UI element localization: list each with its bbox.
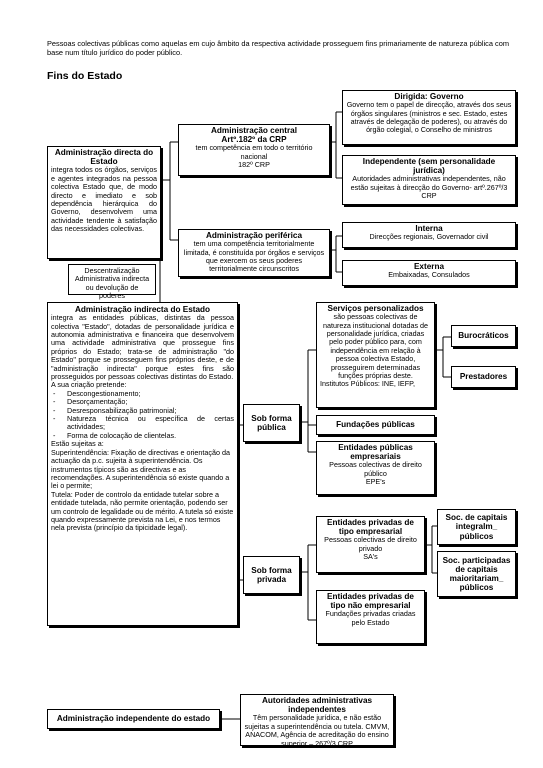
adm-central-text: tem competência em todo o território nacional <box>195 143 313 161</box>
dirigida-text: Governo tem o papel de direcção, através dos seus órgãos singulares (ministros e sec. Estado, estes através de delegação de poderes), ou através do órgão colegial, o Conselho de ministros <box>346 100 512 135</box>
independente-text: Autoridades administrativas independentes, não estão sujeitas à direcção do Governo- artº.267º/3 CRP <box>350 174 508 201</box>
interna-title: Interna <box>415 224 443 233</box>
criacao-list <box>51 390 234 440</box>
entidades-publicas-title: Entidades públicas empresariais <box>338 443 413 462</box>
list-item: - Descongestionamento; <box>59 390 234 398</box>
adm-central-box <box>178 124 330 176</box>
adm-indirecta-box <box>47 302 238 626</box>
descentralizacao-box: Descentralização Administrativa indirecta ou devolução de poderes <box>68 264 156 295</box>
servicos-examples: Institutos Públicos: INE, IEFP, <box>320 379 415 389</box>
privadas-nao-empresarial-box <box>316 590 425 644</box>
interna-box <box>342 222 516 248</box>
externa-text: Embaixadas, Consulados <box>388 270 470 280</box>
sob-privada-label: Sob forma privada <box>251 565 292 584</box>
fundacoes-box <box>316 415 435 435</box>
tutela-text: Tutela: Poder de controlo da entidade tutelar sobre a entidade tutelada, não permite orientação, podendo ser um controlo de legalidade ou de mérito. A tutela só existe quando expressamente prevista na Lei, e nos termos nela prevista (princípio da tipicidade legal). <box>51 489 234 533</box>
autoridades-box <box>240 694 394 746</box>
superintendencia-text: Superintendência: Fixação de directivas e orientação da actuação da p.c. sujeita à superintendência. Os instrumentos típicos são as directivas e as recomendações. A superintendência só existe quando a lei o permite; <box>51 447 230 491</box>
interna-text: Direcções regionais, Governador civil <box>369 232 489 242</box>
adm-independente-box <box>47 709 220 729</box>
adm-periferica-title: Administração periférica <box>205 231 302 240</box>
servicos-box <box>316 302 435 408</box>
adm-central-ref: 182º CRP <box>238 160 270 170</box>
soc-capitais-box <box>437 509 516 545</box>
fundacoes-label: Fundações públicas <box>336 420 415 430</box>
privadas-nao-empresarial-title: Entidades privadas de tipo não empresarial <box>327 592 414 611</box>
list-item: - Natureza técnica ou específica de certas actividades; <box>59 415 234 432</box>
privadas-empresarial-title: Entidades privadas de tipo empresarial <box>327 518 414 537</box>
dirigida-title: Dirigida: Governo <box>394 92 464 101</box>
adm-independente-label: Administração independente do estado <box>56 714 211 724</box>
entidades-publicas-text: Pessoas colectivas de direito público <box>329 460 422 478</box>
sob-publica-label: Sob forma pública <box>251 413 292 432</box>
adm-central-title: Administração central <box>211 126 297 135</box>
list-item: - Forma de colocação de clientelas. <box>59 432 234 440</box>
list-item: - Desresponsabilização patrimonial; <box>59 407 234 415</box>
servicos-title: Serviços personalizados <box>327 304 424 313</box>
prestadores-box <box>451 366 516 388</box>
burocraticos-box <box>451 325 516 347</box>
criacao-label: A sua criação pretende: <box>51 380 127 390</box>
externa-box <box>342 260 516 286</box>
list-item: - Desorçamentação; <box>59 398 234 406</box>
sob-publica-box <box>243 404 300 442</box>
adm-central-subtitle: Artº.182º da CRP <box>221 135 287 145</box>
externa-title: Externa <box>413 262 445 271</box>
adm-periferica-text: tem uma competência territorialmente limitada, é constituída por órgãos e serviços que exercem os seus poderes territorialmente circunscritos <box>183 239 325 274</box>
autoridades-text: Têm personalidade jurídica, e não estão sujeitas a superintendência ou tutela. CMVM, ANACOM, Agência de acreditação do ensino superior – 267º/3 CRP <box>244 713 390 748</box>
soc-participadas-label: Soc. participadas de capitais maioritariam_ públicos <box>442 555 511 593</box>
intro-text: Pessoas colectivas públicas como aquelas em cujo âmbito da respectiva actividade prosseguem fins primariamente de natureza pública com base num título jurídico do poder público. <box>47 39 509 57</box>
adm-directa-text: integra todos os órgãos, serviços e agentes integrados na pessoa colectiva Estado que, de modo directo e imediato e sob dependência hierárquica do Governo, desenvolvem uma actividade tendente à satisfação das necessidades colectivas. <box>51 165 157 234</box>
adm-directa-box <box>47 146 161 259</box>
independente-box <box>342 155 516 205</box>
privadas-empresarial-box <box>316 516 425 573</box>
section-heading: Fins do Estado <box>47 70 123 82</box>
entidades-publicas-ex: EPE's <box>365 477 386 487</box>
burocraticos-label: Burocráticos <box>458 331 509 341</box>
dirigida-box <box>342 90 516 145</box>
privadas-empresarial-text: Pessoas colectivas de direito privado <box>324 535 417 553</box>
soc-participadas-box <box>437 551 516 597</box>
adm-directa-title: Administração directa do Estado <box>54 148 154 167</box>
entidades-publicas-box <box>316 441 435 495</box>
adm-periferica-box <box>178 229 330 277</box>
prestadores-label: Prestadores <box>459 372 508 382</box>
sujeitas-label: Estão sujeitas a: <box>51 439 104 449</box>
sob-privada-box <box>243 556 300 594</box>
independente-title: Independente (sem personalidade jurídica) <box>362 157 496 176</box>
privadas-empresarial-ex: SA's <box>363 552 378 562</box>
privadas-nao-empresarial-text: Fundações privadas criadas pelo Estado <box>325 609 416 627</box>
servicos-text: são pessoas colectivas de natureza institucional dotadas de personalidade jurídica, criadas pelo poder público para, com independência em relação à pessoa colectiva Estado, prosseguirem determinadas funções próprias deste. <box>322 312 429 381</box>
autoridades-title: Autoridades administrativas independentes <box>261 696 373 715</box>
adm-indirecta-title: Administração indirecta do Estado <box>74 305 211 314</box>
soc-capitais-label: Soc. de capitais integralm_ públicos <box>445 513 508 541</box>
adm-indirecta-text: integra as entidades públicas, distintas da pessoa colectiva "Estado", dotadas de personalidade jurídica e autonomia administrativa e financeira que desenvolvem uma actividade administrativa que prossegue fins próprios do Estado; trata-se de administração "do Estado" porque se prosseguem fins próprios deste, e de "administração indirecta" porque estes fins são prosseguidos por pessoas colectivas distintas do Estado. <box>51 313 234 382</box>
